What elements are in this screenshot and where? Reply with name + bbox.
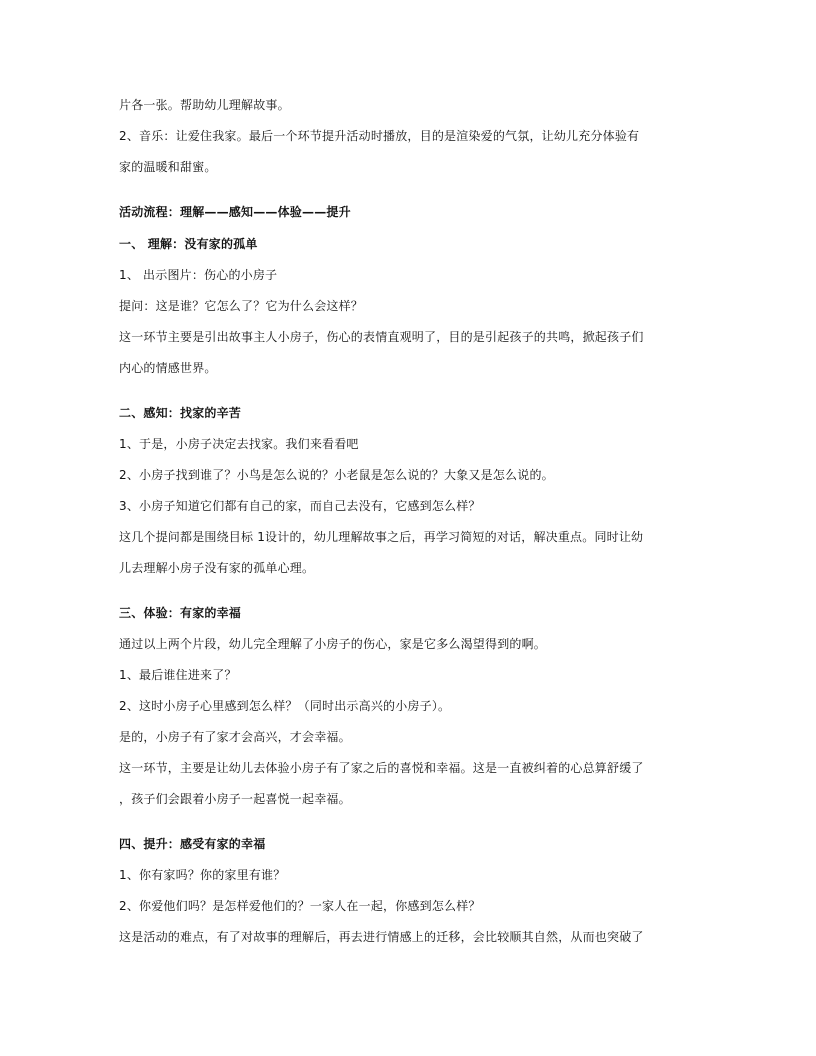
section-3-heading: 三、体验：有家的幸福	[119, 606, 242, 620]
section-1-heading: 一、 理解：没有家的孤单	[119, 237, 258, 251]
section-4-heading: 四、提升：感受有家的幸福	[119, 837, 266, 851]
step-4-1: 1、你有家吗？你的家里有谁？	[119, 868, 286, 882]
step-3-1: 1、最后谁住进来了？	[119, 668, 237, 682]
materials-line-end: 片各一张。帮助幼儿理解故事。	[119, 98, 290, 112]
explain-4: 这是活动的难点，有了对故事的理解后，再去进行情感上的迁移，会比较顺其自然，从而也突破了	[119, 930, 644, 944]
step-4-2: 2、你爱他们吗？是怎样爱他们的？一家人在一起，你感到怎么样？	[119, 899, 481, 913]
step-2-3: 3、小房子知道它们都有自己的家，而自己去没有，它感到怎么样？	[119, 499, 481, 513]
music-line-cont: 家的温暖和甜蜜。	[119, 160, 217, 174]
answer-3: 是的，小房子有了家才会高兴，才会幸福。	[119, 730, 351, 744]
step-2-1: 1、于是，小房子决定去找家。我们来看看吧	[119, 437, 359, 451]
explain-2-cont: 儿去理解小房子没有家的孤单心理。	[119, 561, 315, 575]
section-2-heading: 二、感知：找家的辛苦	[119, 406, 242, 420]
step-2-2: 2、小房子找到谁了？小鸟是怎么说的？小老鼠是怎么说的？大象又是怎么说的。	[119, 468, 554, 482]
step-1-1: 1、 出示图片：伤心的小房子	[119, 268, 278, 282]
question-1: 提问：这是谁？它怎么了？它为什么会这样？	[119, 299, 364, 313]
explain-3: 这一环节，主要是让幼儿去体验小房子有了家之后的喜悦和幸福。这是一直被纠着的心总算舒缓了	[119, 761, 644, 775]
explain-2: 这几个提问都是围绕目标 1设计的，幼儿理解故事之后，再学习简短的对话，解决重点。同时让幼	[119, 530, 644, 544]
music-line: 2、音乐：让爱住我家。最后一个环节提升活动时播放，目的是渲染爱的气氛，让幼儿充分体验有	[119, 129, 640, 143]
intro-3: 通过以上两个片段，幼儿完全理解了小房子的伤心，家是它多么渴望得到的啊。	[119, 637, 547, 651]
process-heading: 活动流程：理解——感知——体验——提升	[119, 205, 351, 219]
explain-3-cont: ，孩子们会跟着小房子一起喜悦一起幸福。	[119, 792, 351, 806]
step-3-2: 2、这时小房子心里感到怎么样？（同时出示高兴的小房子）。	[119, 699, 451, 713]
explain-1: 这一环节主要是引出故事主人小房子，伤心的表情直观明了，目的是引起孩子的共鸣，掀起孩子们	[119, 330, 644, 344]
explain-1-cont: 内心的情感世界。	[119, 361, 217, 375]
